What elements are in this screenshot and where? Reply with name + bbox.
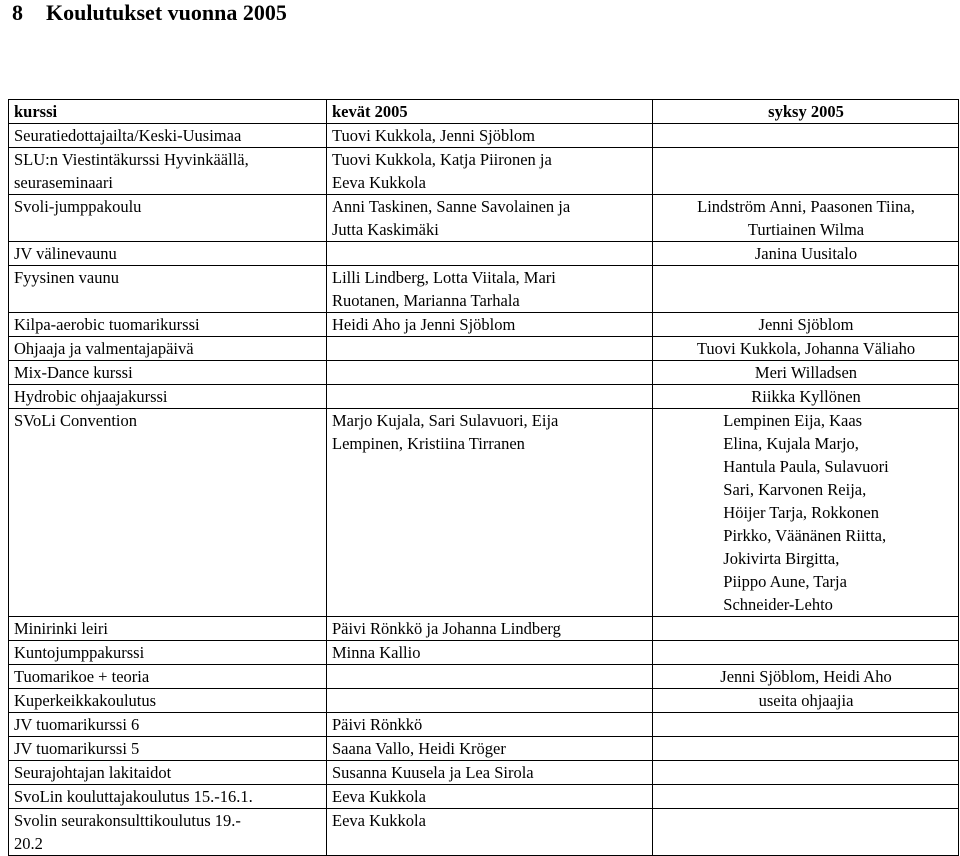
course-text-line: seuraseminaari — [14, 173, 113, 192]
course-text-line: Svoli-jumppakoulu — [14, 197, 142, 216]
header-spring: kevät 2005 — [327, 100, 653, 124]
autumn-text-line: Schneider-Lehto — [723, 595, 833, 614]
course-cell — [9, 337, 327, 361]
table-row — [9, 337, 959, 361]
course-text-line: Seuratiedottajailta/Keski-Uusimaa — [14, 126, 242, 145]
table-row — [9, 761, 959, 785]
course-text-line: JV tuomarikurssi 5 — [14, 739, 140, 758]
spring-cell — [327, 385, 653, 409]
course-cell — [9, 785, 327, 809]
spring-text-line: Anni Taskinen, Sanne Savolainen ja — [332, 197, 571, 216]
spring-text-line: Ruotanen, Marianna Tarhala — [332, 291, 520, 310]
course-cell — [9, 148, 327, 195]
autumn-cell — [653, 266, 959, 313]
course-cell — [9, 124, 327, 148]
spring-text-line: Eeva Kukkola — [332, 787, 426, 806]
table-body — [9, 124, 959, 856]
course-text-line: Ohjaaja ja valmentajapäivä — [14, 339, 194, 358]
table-row — [9, 737, 959, 761]
autumn-cell — [653, 713, 959, 737]
spring-text-line: Marjo Kujala, Sari Sulavuori, Eija — [332, 411, 559, 430]
spring-text-line: Susanna Kuusela ja Lea Sirola — [332, 763, 534, 782]
spring-text-line: Heidi Aho ja Jenni Sjöblom — [332, 315, 516, 334]
spring-text-line: Tuovi Kukkola, Katja Piironen ja — [332, 150, 552, 169]
autumn-cell — [653, 409, 959, 617]
table-row — [9, 809, 959, 856]
autumn-cell — [653, 785, 959, 809]
course-text-line: Seurajohtajan lakitaidot — [14, 763, 172, 782]
autumn-text-line: Sari, Karvonen Reija, — [723, 480, 867, 499]
spring-text-line: Eeva Kukkola — [332, 173, 426, 192]
course-cell — [9, 617, 327, 641]
spring-cell — [327, 617, 653, 641]
spring-cell — [327, 266, 653, 313]
autumn-cell — [653, 617, 959, 641]
course-cell — [9, 761, 327, 785]
autumn-cell — [653, 124, 959, 148]
autumn-cell — [653, 242, 959, 266]
table-row — [9, 641, 959, 665]
course-cell — [9, 409, 327, 617]
course-cell — [9, 665, 327, 689]
autumn-cell — [653, 641, 959, 665]
course-cell — [9, 266, 327, 313]
autumn-text-line: Turtiainen Wilma — [747, 220, 865, 239]
autumn-cell — [653, 761, 959, 785]
autumn-text-line: Piippo Aune, Tarja — [723, 572, 847, 591]
autumn-text-line: Riikka Kyllönen — [751, 387, 861, 406]
table-row — [9, 242, 959, 266]
autumn-cell — [653, 737, 959, 761]
table-row — [9, 266, 959, 313]
course-cell — [9, 195, 327, 242]
course-text-line: Minirinki leiri — [14, 619, 108, 638]
course-text-line: Kuntojumppakurssi — [14, 643, 145, 662]
autumn-text-line: Lindström Anni, Paasonen Tiina, — [697, 197, 915, 216]
spring-cell — [327, 809, 653, 856]
course-cell — [9, 313, 327, 337]
table-row — [9, 409, 959, 617]
spring-cell — [327, 148, 653, 195]
autumn-cell — [653, 385, 959, 409]
course-text-line: 20.2 — [14, 834, 43, 853]
course-text-line: JV tuomarikurssi 6 — [14, 715, 140, 734]
table-row — [9, 713, 959, 737]
spring-cell — [327, 785, 653, 809]
spring-cell — [327, 713, 653, 737]
spring-text-line: Lempinen, Kristiina Tirranen — [332, 434, 525, 453]
autumn-text-line: Hantula Paula, Sulavuori — [723, 457, 889, 476]
autumn-text-line: Tuovi Kukkola, Johanna Väliaho — [696, 339, 916, 358]
header-course: kurssi — [9, 100, 327, 124]
table-row — [9, 195, 959, 242]
course-cell — [9, 689, 327, 713]
spring-text-line: Lilli Lindberg, Lotta Viitala, Mari — [332, 268, 556, 287]
spring-cell — [327, 641, 653, 665]
autumn-cell — [653, 361, 959, 385]
section-heading — [12, 0, 287, 26]
spring-text-line: Jutta Kaskimäki — [332, 220, 439, 239]
autumn-text-line: Pirkko, Väänänen Riitta, — [723, 526, 887, 545]
autumn-cell — [653, 689, 959, 713]
spring-cell — [327, 665, 653, 689]
header-autumn: syksy 2005 — [653, 100, 959, 124]
course-cell — [9, 242, 327, 266]
autumn-text-line: Lempinen Eija, Kaas — [723, 411, 863, 430]
table-row — [9, 385, 959, 409]
courses-table — [8, 99, 959, 856]
course-cell — [9, 809, 327, 856]
course-cell — [9, 737, 327, 761]
autumn-cell — [653, 313, 959, 337]
table-row — [9, 148, 959, 195]
spring-text-line: Minna Kallio — [332, 643, 421, 662]
autumn-text-line: useita ohjaajia — [758, 691, 854, 710]
spring-cell — [327, 761, 653, 785]
autumn-cell — [653, 809, 959, 856]
table-row — [9, 785, 959, 809]
autumn-text-line: Meri Willadsen — [754, 363, 858, 382]
course-text-line: JV välinevaunu — [14, 244, 117, 263]
course-text-line: Hydrobic ohjaajakurssi — [14, 387, 168, 406]
course-text-line: Mix-Dance kurssi — [14, 363, 133, 382]
autumn-text-line: Jenni Sjöblom — [758, 315, 854, 334]
spring-cell — [327, 337, 653, 361]
course-text-line: Kuperkeikkakoulutus — [14, 691, 157, 710]
autumn-text-line: Jenni Sjöblom, Heidi Aho — [720, 667, 892, 686]
course-cell — [9, 713, 327, 737]
table-row — [9, 617, 959, 641]
autumn-text-line: Elina, Kujala Marjo, — [723, 434, 859, 453]
table-row — [9, 361, 959, 385]
spring-text-line: Päivi Rönkkö — [332, 715, 423, 734]
table-row — [9, 665, 959, 689]
course-text-line: SvoLin kouluttajakoulutus 15.-16.1. — [14, 787, 253, 806]
course-cell — [9, 385, 327, 409]
spring-text-line: Saana Vallo, Heidi Kröger — [332, 739, 506, 758]
course-text-line: SVoLi Convention — [14, 411, 138, 430]
spring-cell — [327, 409, 653, 617]
autumn-text-line: Janina Uusitalo — [754, 244, 858, 263]
table-header-row — [9, 100, 959, 124]
spring-text-line: Tuovi Kukkola, Jenni Sjöblom — [332, 126, 535, 145]
section-title: Koulutukset vuonna 2005 — [46, 0, 287, 25]
autumn-cell — [653, 665, 959, 689]
spring-cell — [327, 361, 653, 385]
course-text-line: Fyysinen vaunu — [14, 268, 119, 287]
spring-text-line: Eeva Kukkola — [332, 811, 426, 830]
course-cell — [9, 361, 327, 385]
table-row — [9, 689, 959, 713]
course-text-line: SLU:n Viestintäkurssi Hyvinkäällä, — [14, 150, 249, 169]
autumn-cell — [653, 195, 959, 242]
spring-cell — [327, 195, 653, 242]
autumn-cell — [653, 337, 959, 361]
autumn-cell — [653, 148, 959, 195]
spring-cell — [327, 737, 653, 761]
spring-text-line: Päivi Rönkkö ja Johanna Lindberg — [332, 619, 561, 638]
spring-cell — [327, 313, 653, 337]
table-row — [9, 313, 959, 337]
course-text-line: Svolin seurakonsulttikoulutus 19.- — [14, 811, 241, 830]
table-row — [9, 124, 959, 148]
autumn-trainer-list — [723, 409, 888, 616]
section-number: 8 — [12, 0, 23, 25]
course-cell — [9, 641, 327, 665]
autumn-text-line: Jokivirta Birgitta, — [723, 549, 840, 568]
autumn-text-line: Höijer Tarja, Rokkonen — [723, 503, 879, 522]
course-text-line: Kilpa-aerobic tuomarikurssi — [14, 315, 200, 334]
spring-cell — [327, 689, 653, 713]
spring-cell — [327, 242, 653, 266]
course-text-line: Tuomarikoe + teoria — [14, 667, 150, 686]
spring-cell — [327, 124, 653, 148]
